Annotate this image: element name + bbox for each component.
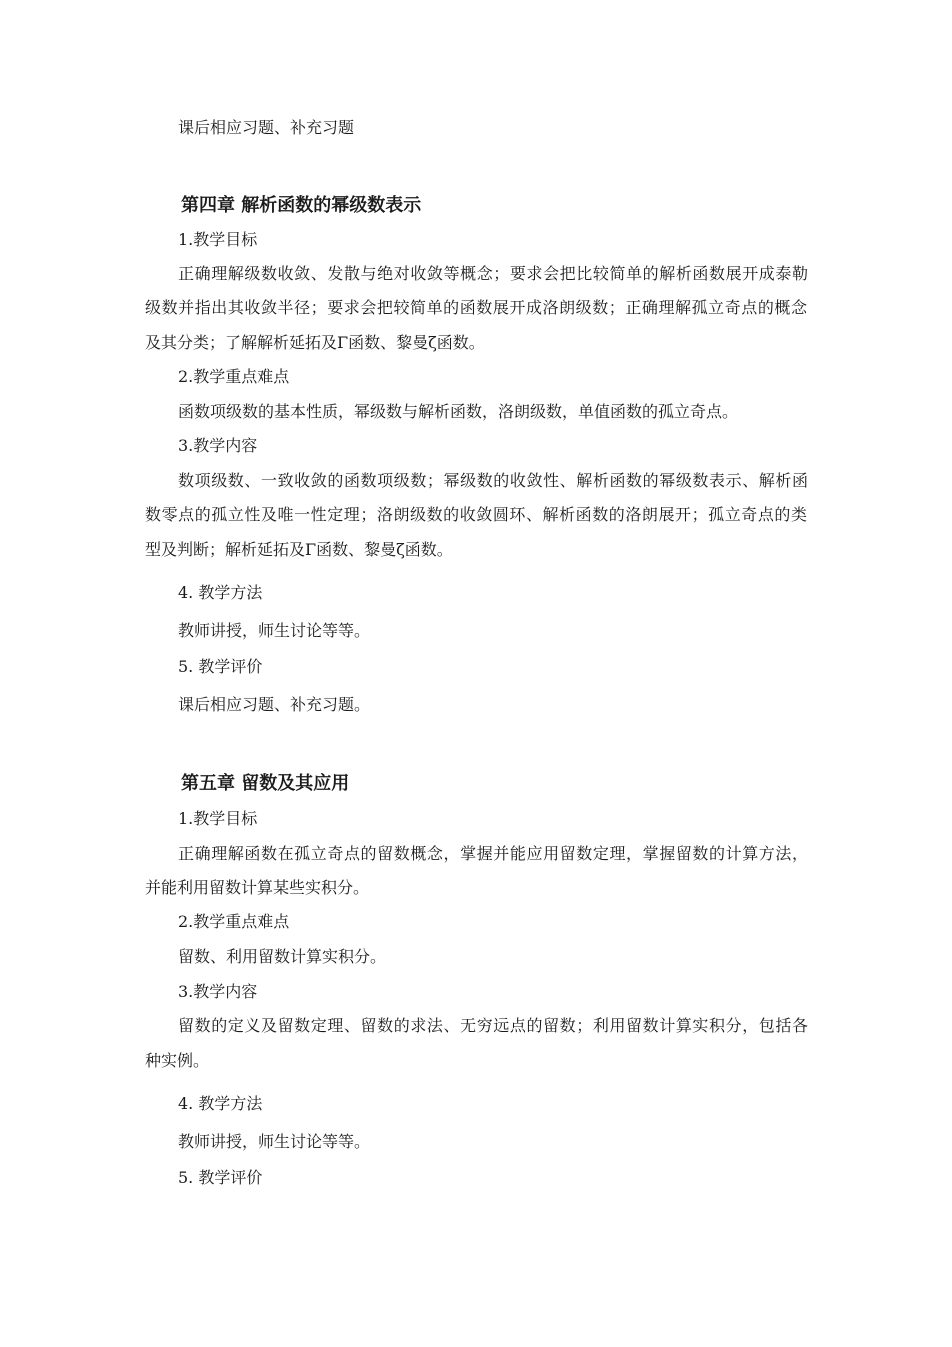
ch5-content-label: 3.教学内容: [178, 982, 258, 1001]
ch4-content-label: 3.教学内容: [178, 436, 258, 455]
ch4-goal-line-2: 级数并指出其收敛半径；要求会把较简单的函数展开成洛朗级数；正确理解孤立奇点的概念: [145, 298, 807, 317]
prev-evaluation-text: 课后相应习题、补充习题: [178, 118, 355, 137]
ch5-content-line-2: 种实例。: [145, 1051, 210, 1070]
ch5-goal-line-2: 并能利用留数计算某些实积分。: [145, 878, 370, 897]
ch4-key-text: 函数项级数的基本性质，幂级数与解析函数，洛朗级数，单值函数的孤立奇点。: [178, 402, 739, 421]
ch4-key-label: 2.教学重点难点: [178, 367, 290, 386]
ch4-content-line-1: 数项级数、一致收敛的函数项级数；幂级数的收敛性、解析函数的幂级数表示、解析函: [178, 471, 808, 490]
ch4-goal-line-3: 及其分类；了解解析延拓及Γ函数、黎曼ζ函数。: [145, 333, 485, 352]
ch4-goal-label: 1.教学目标: [178, 230, 258, 249]
ch4-eval-text: 课后相应习题、补充习题。: [178, 695, 371, 714]
ch4-goal-line-1: 正确理解级数收敛、发散与绝对收敛等概念；要求会把比较简单的解析函数展开成泰勒: [178, 264, 808, 283]
ch5-goal-label: 1.教学目标: [178, 809, 258, 828]
ch5-goal-line-1: 正确理解函数在孤立奇点的留数概念，掌握并能应用留数定理，掌握留数的计算方法，: [178, 844, 808, 863]
ch4-eval-label: 5. 教学评价: [178, 657, 263, 676]
ch5-eval-label: 5. 教学评价: [178, 1168, 263, 1187]
ch4-content-line-2: 数零点的孤立性及唯一性定理；洛朗级数的收敛圆环、解析函数的洛朗展开；孤立奇点的类: [145, 505, 807, 524]
ch5-method-text: 教师讲授，师生讨论等等。: [178, 1132, 371, 1151]
ch4-method-label: 4. 教学方法: [178, 583, 263, 602]
ch5-key-text: 留数、利用留数计算实积分。: [178, 947, 387, 966]
ch5-content-line-1: 留数的定义及留数定理、留数的求法、无穷远点的留数；利用留数计算实积分，包括各: [178, 1016, 808, 1035]
chapter-5-title: 第五章 留数及其应用: [181, 773, 350, 794]
ch4-method-text: 教师讲授，师生讨论等等。: [178, 621, 371, 640]
ch5-method-label: 4. 教学方法: [178, 1094, 263, 1113]
chapter-4-title: 第四章 解析函数的幂级数表示: [181, 195, 422, 216]
ch5-key-label: 2.教学重点难点: [178, 912, 290, 931]
ch4-content-line-3: 型及判断；解析延拓及Γ函数、黎曼ζ函数。: [145, 540, 453, 559]
